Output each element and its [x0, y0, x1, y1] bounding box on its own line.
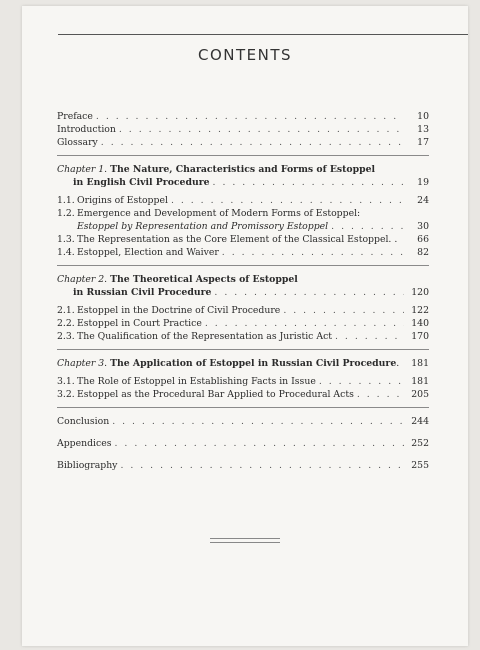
chapter-2-heading: Chapter 2. The Theoretical Aspects of Estoppel in Russian Civil Procedure . . . 120	[57, 273, 429, 299]
book-page	[22, 6, 468, 646]
toc-entry-glossary: Glossary . . . 17	[57, 136, 429, 149]
ornament-rule	[210, 538, 280, 543]
toc-entry-2-1: 2.1. Estoppel in the Doctrine of Civil Procedure . . . 122	[57, 304, 429, 317]
page-title: CONTENTS	[197, 46, 293, 64]
toc-entry-preface: Preface . . . 10	[57, 110, 429, 123]
toc-entry-1-1: 1.1. Origins of Estoppel . . . 24	[57, 194, 429, 207]
toc-entry-1-3: 1.3. The Representation as the Core Element of the Classical Estoppel . . 66	[57, 234, 429, 245]
toc-entry-2-3: 2.3. The Qualification of the Representation as Juristic Act . . . 170	[57, 330, 429, 343]
table-of-contents	[57, 110, 429, 472]
toc-entry-introduction: Introduction . . . 13	[57, 123, 429, 136]
toc-entry-conclusion: Conclusion . . . 244	[57, 415, 429, 428]
toc-entry-appendices: Appendices . . . 252	[57, 437, 429, 450]
section-divider	[57, 265, 429, 266]
chapter-3-heading: Chapter 3. The Application of Estoppel in Russian Civil Procedure . 181	[57, 358, 429, 369]
section-divider	[57, 349, 429, 350]
section-divider	[57, 407, 429, 408]
chapter-1-heading: Chapter 1. The Nature, Characteristics and Forms of Estoppel in English Civil Procedure . . . 19	[57, 163, 429, 189]
toc-entry-3-2: 3.2. Estoppel as the Procedural Bar Applied to Procedural Acts . . . 205	[57, 388, 429, 401]
toc-entry-3-1: 3.1. The Role of Estoppel in Establishing Facts in Issue . . . 181	[57, 375, 429, 388]
toc-entry-1-2: 1.2. Emergence and Development of Modern Forms of Estoppel: Estoppel by Representation and Promissory Estoppel . . . 30	[57, 207, 429, 233]
toc-entry-2-2: 2.2. Estoppel in Court Practice . . . 140	[57, 317, 429, 330]
section-divider	[57, 155, 429, 156]
toc-entry-bibliography: Bibliography . . . 255	[57, 459, 429, 472]
toc-entry-1-4: 1.4. Estoppel, Election and Waiver . . . 82	[57, 246, 429, 259]
top-rule	[58, 34, 468, 35]
